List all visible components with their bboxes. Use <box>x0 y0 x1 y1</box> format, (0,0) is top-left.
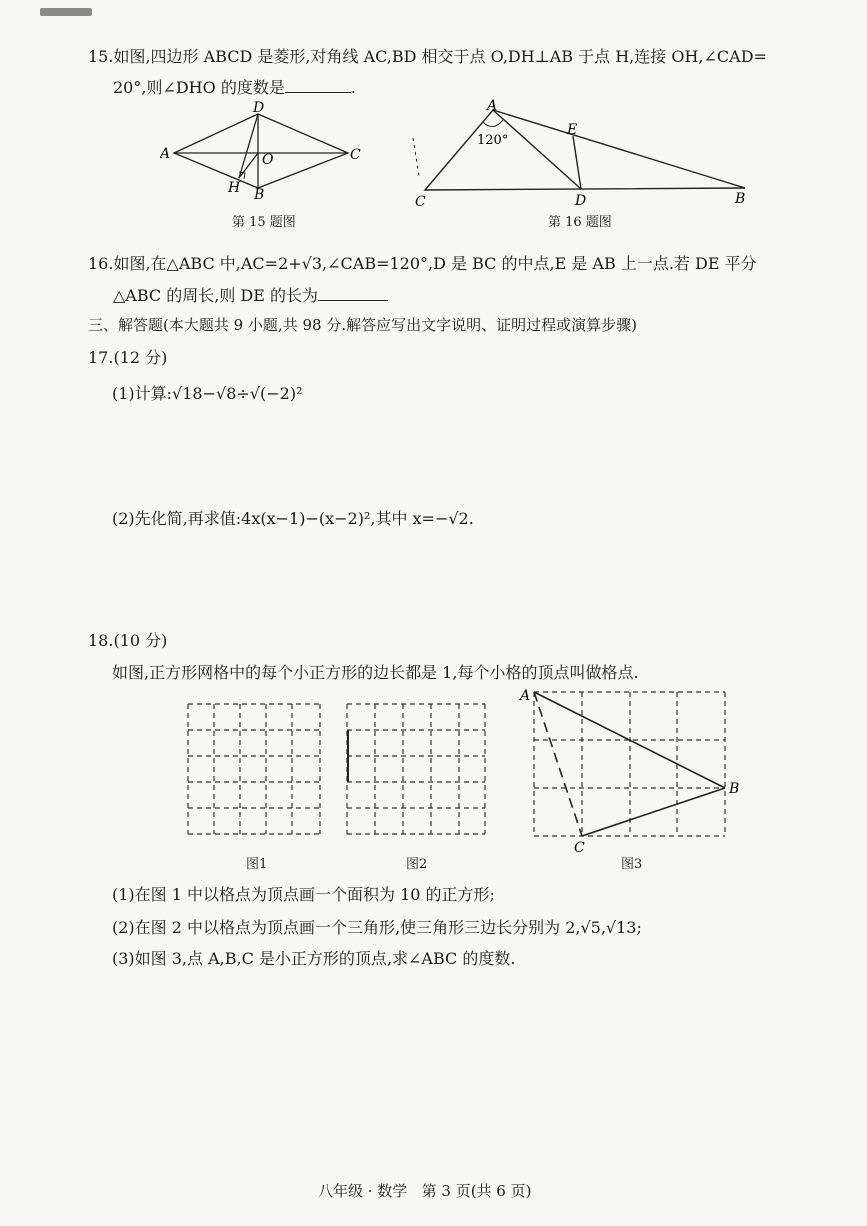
segment-dh <box>239 114 258 178</box>
segment-bc <box>582 788 725 836</box>
q16-text-1: 如图,在△ABC 中,AC=2+√3,∠CAB=120°,D 是 BC 的中点,E 是 AB 上一点.若 DE 平分 <box>113 254 757 273</box>
q17-part1: (1)计算:√18−√8÷√(−2)² <box>112 384 303 403</box>
section3-title: 三、解答题(本大题共 9 小题,共 98 分.解答应写出文字说明、证明过程或演算步骤) <box>88 316 637 334</box>
label-c: C <box>415 194 426 210</box>
q16-figure <box>405 98 755 210</box>
triangle-abc <box>425 110 745 190</box>
angle-label-120: 120° <box>477 133 509 148</box>
label-e: E <box>567 122 578 138</box>
q16-answer-blank[interactable] <box>318 284 388 301</box>
label-d: D <box>253 100 265 116</box>
label-b: B <box>729 781 740 797</box>
label-c: C <box>574 840 585 856</box>
q15-text-2: 20°,则∠DHO 的度数是 <box>113 78 285 97</box>
q18-intro: 如图,正方形网格中的每个小正方形的边长都是 1,每个小格的顶点叫做格点. <box>112 663 639 682</box>
segment-ac <box>534 692 582 836</box>
label-d: D <box>575 193 587 209</box>
q15-caption: 第 15 题图 <box>232 215 296 230</box>
q15-text-1: 如图,四边形 ABCD 是菱形,对角线 AC,BD 相交于点 O,DH⊥AB 于点 H,连接 OH,∠CAD= <box>113 47 767 66</box>
q18-part1: (1)在图 1 中以格点为顶点画一个面积为 10 的正方形; <box>112 885 495 904</box>
segment-oh <box>239 153 258 178</box>
q18-part2: (2)在图 2 中以格点为顶点画一个三角形,使三角形三边长分别为 2,√5,√13; <box>112 918 642 937</box>
q16-text-2: △ABC 的周长,则 DE 的长为 <box>113 286 319 305</box>
figure1-grid <box>186 702 322 836</box>
segment-de <box>573 136 581 189</box>
q18-part3: (3)如图 3,点 A,B,C 是小正方形的顶点,求∠ABC 的度数. <box>112 949 516 968</box>
q16-line1 <box>88 251 757 274</box>
q15-answer-blank[interactable] <box>285 76 351 93</box>
figure3-grid <box>515 686 745 856</box>
scan-mark <box>40 8 92 16</box>
figure2-grid <box>345 702 487 836</box>
q15-line2 <box>113 75 356 98</box>
q15-figure <box>160 100 370 200</box>
q17-part2: (2)先化简,再求值:4x(x−1)−(x−2)²,其中 x=−√2. <box>112 509 474 528</box>
angle-arc <box>483 120 503 127</box>
q18-header: 18.(10 分) <box>88 631 168 650</box>
label-a: A <box>487 98 498 114</box>
q17-header: 17.(12 分) <box>88 348 168 367</box>
label-b: B <box>735 191 746 207</box>
label-h: H <box>228 180 241 196</box>
q16-number: 16. <box>88 254 114 273</box>
stray-mark <box>413 138 419 176</box>
label-a: A <box>160 146 171 162</box>
q16-caption: 第 16 题图 <box>548 215 612 230</box>
figure1-caption: 图1 <box>246 857 268 872</box>
label-a: A <box>520 688 531 704</box>
q15-line1 <box>88 44 767 67</box>
label-o: O <box>262 152 274 168</box>
q16-line2 <box>113 283 388 306</box>
figure3-caption: 图3 <box>621 857 643 872</box>
page-footer: 八年级 · 数学 第 3 页(共 6 页) <box>318 1182 532 1200</box>
rhombus-abcd <box>174 114 348 188</box>
label-b: B <box>254 187 265 200</box>
label-c: C <box>350 147 361 163</box>
q15-text-end: . <box>350 78 356 97</box>
figure2-caption: 图2 <box>406 857 428 872</box>
q15-number: 15. <box>88 47 114 66</box>
